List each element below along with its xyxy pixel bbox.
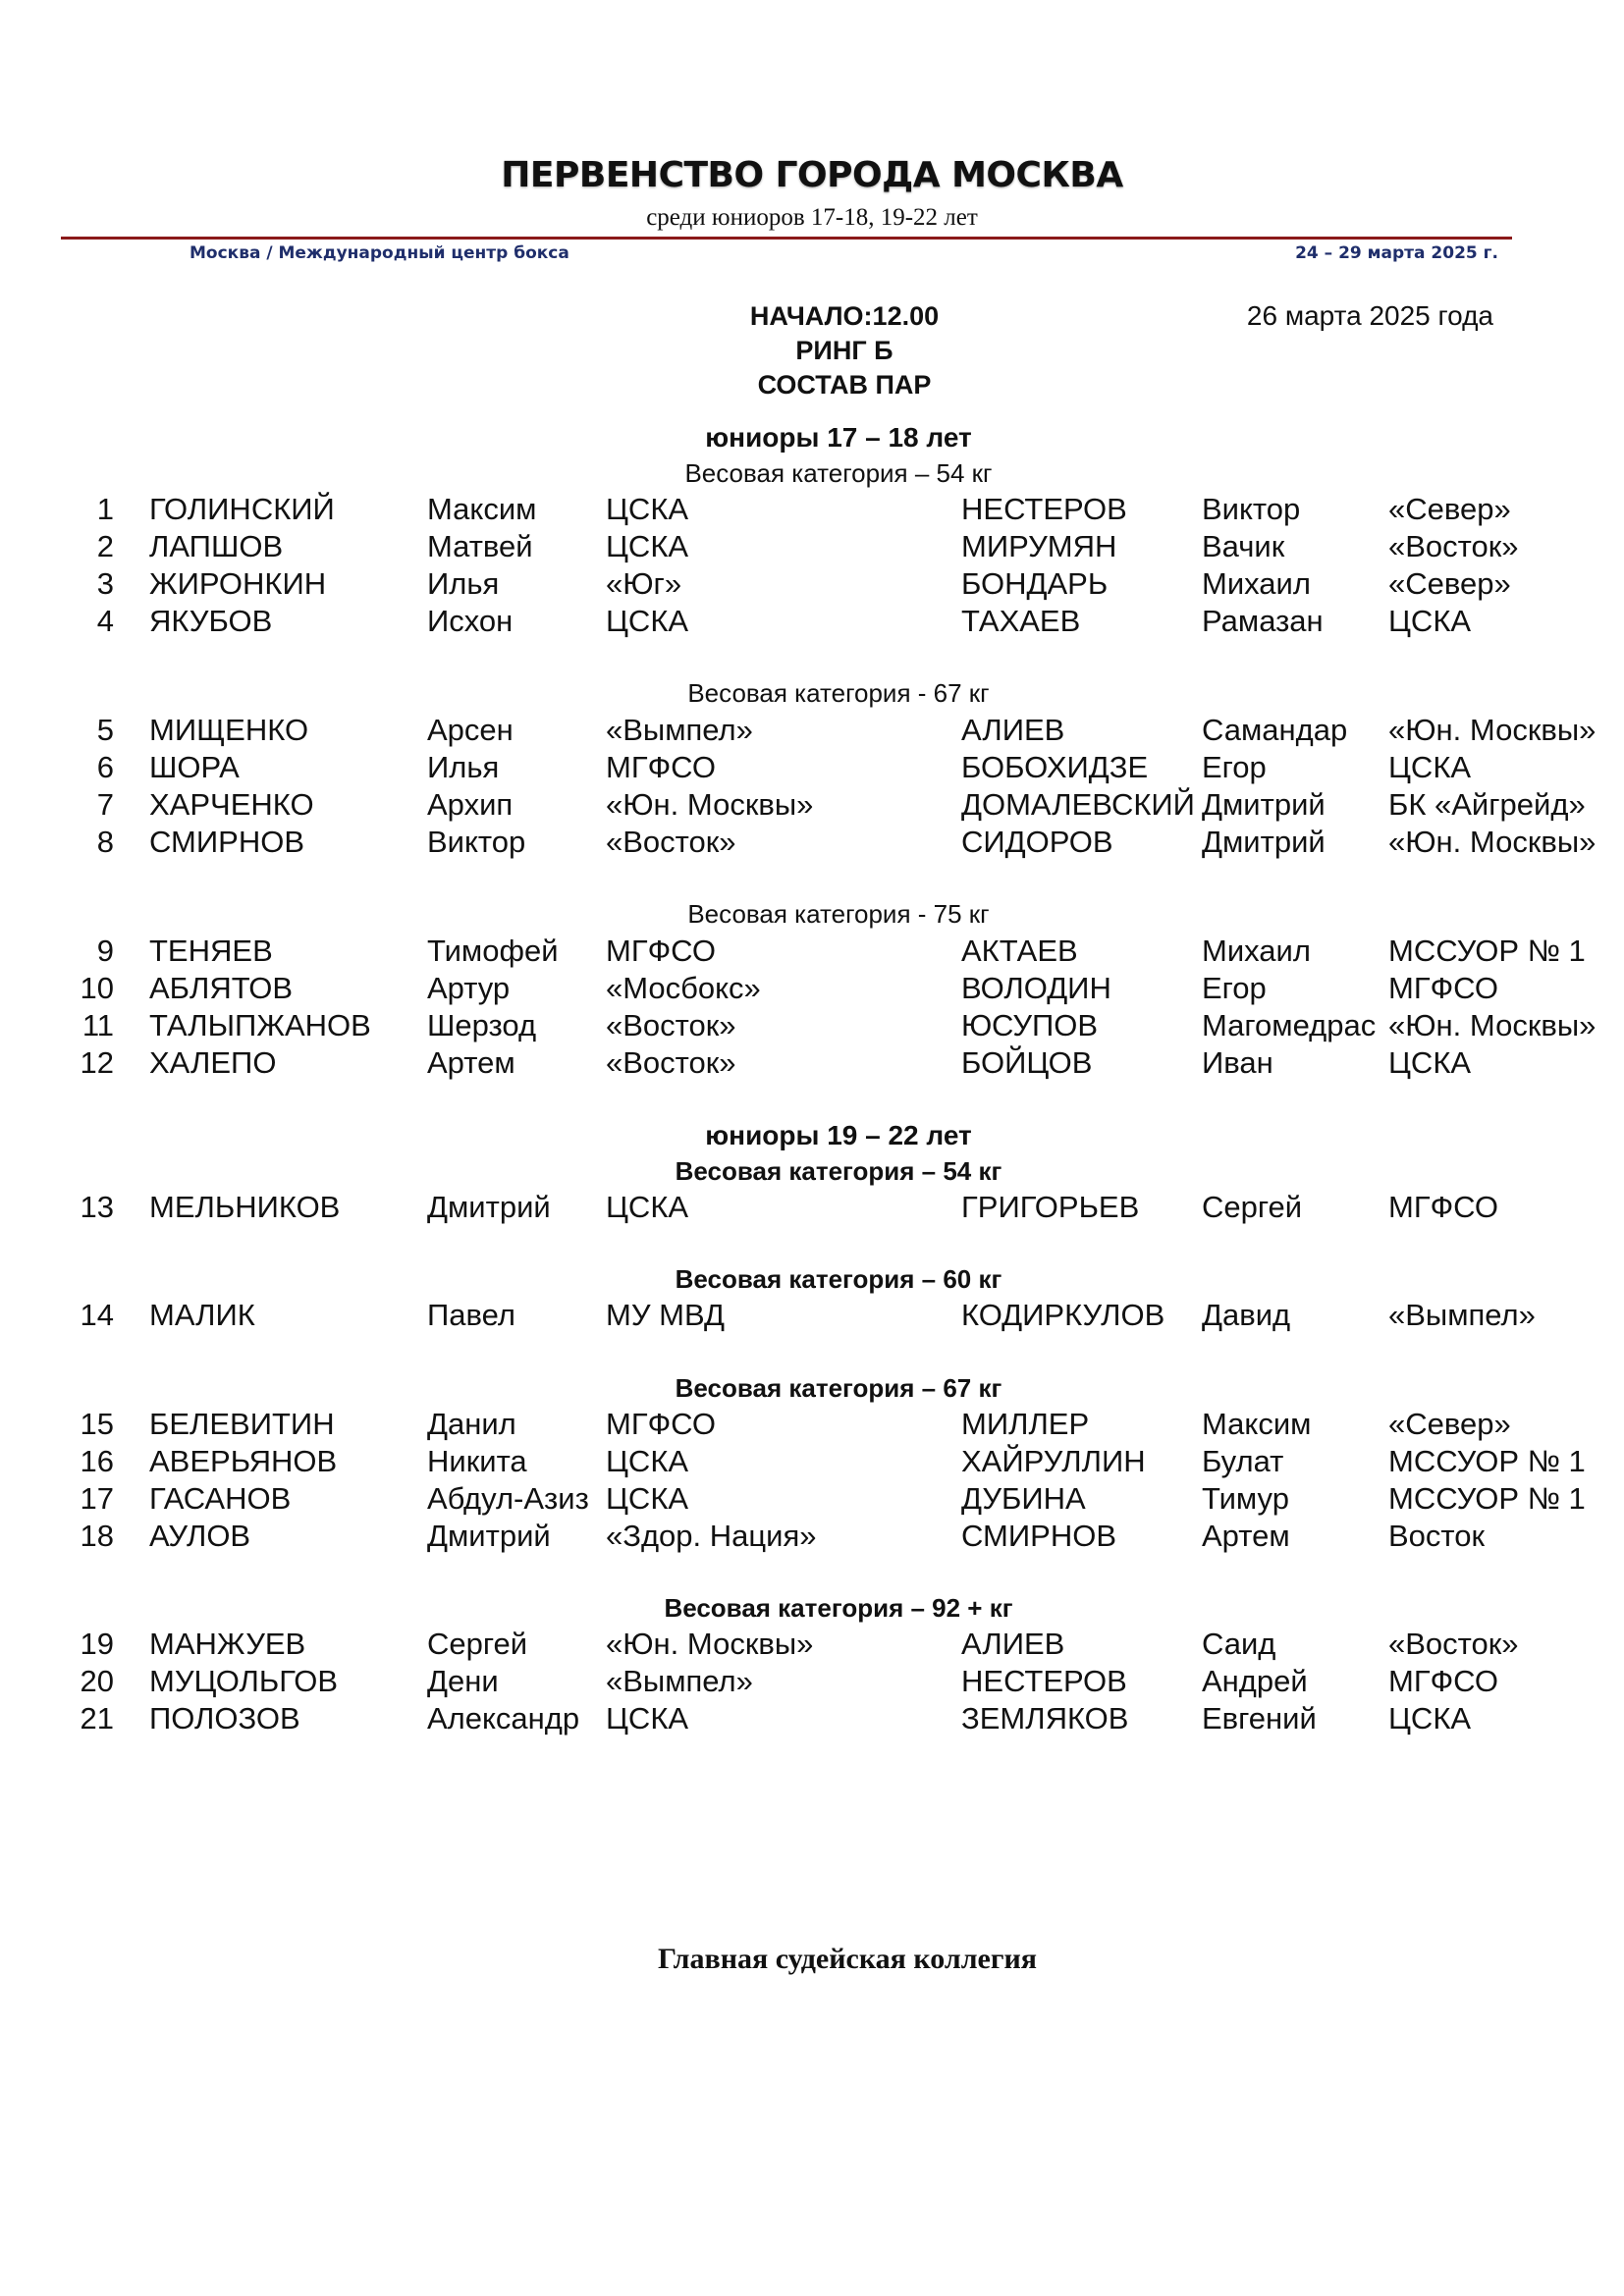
weight-category-heading: Весовая категория – 67 кг — [675, 1373, 1002, 1403]
weight-category-heading: Весовая категория - 67 кг — [687, 678, 990, 708]
red-surname: БЕЛЕВИТИН — [149, 1407, 335, 1441]
red-first-name: Тимофей — [427, 934, 559, 968]
pairs-heading: СОСТАВ ПАР — [757, 370, 932, 400]
blue-club: «Север» — [1388, 492, 1511, 526]
red-first-name: Артем — [427, 1045, 515, 1080]
bout-row — [0, 1444, 1624, 1481]
red-first-name: Шерзод — [427, 1008, 537, 1042]
blue-first-name: Андрей — [1202, 1664, 1308, 1698]
blue-first-name: Магомедрас — [1202, 1008, 1377, 1042]
red-club: «Юн. Москвы» — [606, 787, 814, 822]
blue-club: «Вымпел» — [1388, 1298, 1536, 1332]
red-club: ЦСКА — [606, 604, 689, 638]
red-club: МГФСО — [606, 750, 716, 784]
weight-category-heading: Весовая категория – 54 кг — [684, 458, 993, 488]
weight-category-heading: Весовая категория – 60 кг — [675, 1264, 1002, 1294]
weight-category-heading: Весовая категория – 92 + кг — [664, 1593, 1013, 1623]
blue-first-name: Евгений — [1202, 1701, 1317, 1735]
blue-club: ЦСКА — [1388, 1701, 1472, 1735]
bout-row — [0, 713, 1624, 750]
red-club: «Вымпел» — [606, 1664, 753, 1698]
bout-number: 4 — [96, 604, 114, 638]
red-first-name: Максим — [427, 492, 537, 526]
red-surname: МИЩЕНКО — [149, 713, 309, 747]
bout-row — [0, 1627, 1624, 1664]
bout-number: 10 — [80, 971, 114, 1005]
red-surname: МЕЛЬНИКОВ — [149, 1190, 341, 1224]
blue-surname: БОЙЦОВ — [961, 1045, 1093, 1080]
age-group-heading: юниоры 19 – 22 лет — [705, 1120, 972, 1150]
red-first-name: Илья — [427, 566, 500, 601]
red-club: ЦСКА — [606, 492, 689, 526]
blue-surname: СМИРНОВ — [961, 1519, 1116, 1553]
blue-surname: ГРИГОРЬЕВ — [961, 1190, 1140, 1224]
red-first-name: Архип — [427, 787, 514, 822]
blue-surname: ДУБИНА — [961, 1481, 1086, 1516]
red-surname: ТЕНЯЕВ — [149, 934, 273, 968]
blue-first-name: Вачик — [1202, 529, 1285, 563]
blue-surname: НЕСТЕРОВ — [961, 492, 1127, 526]
bout-number: 9 — [96, 934, 114, 968]
red-first-name: Исхон — [427, 604, 514, 638]
red-first-name: Дмитрий — [427, 1519, 551, 1553]
red-club: «Восток» — [606, 1045, 736, 1080]
bout-number: 7 — [96, 787, 114, 822]
bout-row — [0, 750, 1624, 787]
red-first-name: Матвей — [427, 529, 533, 563]
blue-club: МССУОР № 1 — [1388, 1481, 1586, 1516]
session-date: 26 марта 2025 года — [1246, 300, 1493, 331]
red-club: МУ МВД — [606, 1298, 725, 1332]
red-club: «Мосбокс» — [606, 971, 761, 1005]
bout-row — [0, 787, 1624, 825]
bout-row — [0, 1664, 1624, 1701]
blue-first-name: Тимур — [1202, 1481, 1289, 1516]
blue-club: «Юн. Москвы» — [1388, 1008, 1597, 1042]
venue-label: Москва / Международный центр бокса — [189, 243, 569, 263]
blue-first-name: Егор — [1202, 750, 1267, 784]
blue-surname: НЕСТЕРОВ — [961, 1664, 1127, 1698]
red-club: «Юн. Москвы» — [606, 1627, 814, 1661]
red-first-name: Илья — [427, 750, 500, 784]
blue-first-name: Михаил — [1202, 566, 1311, 601]
bout-row — [0, 566, 1624, 604]
red-surname: СМИРНОВ — [149, 825, 304, 859]
red-first-name: Никита — [427, 1444, 527, 1478]
blue-surname: БОБОХИДЗЕ — [961, 750, 1149, 784]
blue-first-name: Иван — [1202, 1045, 1273, 1080]
bout-row — [0, 529, 1624, 566]
red-club: ЦСКА — [606, 1190, 689, 1224]
bout-number: 8 — [96, 825, 114, 859]
bout-row — [0, 971, 1624, 1008]
blue-club: МССУОР № 1 — [1388, 1444, 1586, 1478]
blue-club: ЦСКА — [1388, 604, 1472, 638]
red-club: «Юг» — [606, 566, 682, 601]
red-first-name: Сергей — [427, 1627, 528, 1661]
red-club: ЦСКА — [606, 1444, 689, 1478]
weight-category-heading: Весовая категория – 54 кг — [675, 1156, 1002, 1186]
blue-surname: ЮСУПОВ — [961, 1008, 1099, 1042]
red-surname: ГАСАНОВ — [149, 1481, 292, 1516]
blue-surname: АКТАЕВ — [961, 934, 1078, 968]
red-surname: ЛАПШОВ — [149, 529, 284, 563]
blue-surname: ХАЙРУЛЛИН — [961, 1444, 1146, 1478]
blue-club: МГФСО — [1388, 971, 1498, 1005]
red-club: «Вымпел» — [606, 713, 753, 747]
bout-number: 3 — [96, 566, 114, 601]
blue-club: ЦСКА — [1388, 1045, 1472, 1080]
red-surname: ЯКУБОВ — [149, 604, 273, 638]
red-surname: ХАЛЕПО — [149, 1045, 277, 1080]
bout-number: 15 — [80, 1407, 114, 1441]
bout-row — [0, 1008, 1624, 1045]
signature-line: Главная судейская коллегия — [657, 1943, 1038, 1975]
blue-surname: МИРУМЯН — [961, 529, 1117, 563]
red-club: «Восток» — [606, 1008, 736, 1042]
blue-surname: АЛИЕВ — [961, 713, 1065, 747]
bout-row — [0, 825, 1624, 862]
blue-first-name: Дмитрий — [1202, 825, 1326, 859]
red-club: «Восток» — [606, 825, 736, 859]
age-group-heading: юниоры 17 – 18 лет — [705, 422, 972, 453]
red-surname: ТАЛЫПЖАНОВ — [149, 1008, 371, 1042]
blue-surname: СИДОРОВ — [961, 825, 1113, 859]
blue-surname: КОДИРКУЛОВ — [961, 1298, 1165, 1332]
red-surname: ШОРА — [149, 750, 240, 784]
red-first-name: Виктор — [427, 825, 526, 859]
blue-first-name: Рамазан — [1202, 604, 1324, 638]
blue-club: МССУОР № 1 — [1388, 934, 1586, 968]
bout-number: 21 — [80, 1701, 114, 1735]
blue-first-name: Михаил — [1202, 934, 1311, 968]
bout-number: 16 — [80, 1444, 114, 1478]
red-surname: ПОЛОЗОВ — [149, 1701, 300, 1735]
bout-row — [0, 1701, 1624, 1738]
bout-number: 1 — [96, 492, 114, 526]
blue-first-name: Самандар — [1202, 713, 1348, 747]
bout-number: 11 — [81, 1008, 114, 1042]
red-surname: ГОЛИНСКИЙ — [149, 492, 335, 526]
blue-club: МГФСО — [1388, 1190, 1498, 1224]
blue-first-name: Сергей — [1202, 1190, 1303, 1224]
blue-surname: ЗЕМЛЯКОВ — [961, 1701, 1129, 1735]
blue-club: «Север» — [1388, 1407, 1511, 1441]
red-first-name: Александр — [427, 1701, 580, 1735]
bout-number: 5 — [96, 713, 114, 747]
blue-first-name: Давид — [1202, 1298, 1291, 1332]
red-first-name: Павел — [427, 1298, 515, 1332]
blue-club: БК «Айгрейд» — [1388, 787, 1586, 822]
bout-row — [0, 1298, 1624, 1335]
blue-club: «Юн. Москвы» — [1388, 713, 1597, 747]
red-surname: ХАРЧЕНКО — [149, 787, 314, 822]
bout-number: 6 — [96, 750, 114, 784]
bout-number: 20 — [80, 1664, 114, 1698]
blue-club: «Юн. Москвы» — [1388, 825, 1597, 859]
blue-first-name: Артем — [1202, 1519, 1290, 1553]
weight-category-heading: Весовая категория - 75 кг — [687, 899, 990, 929]
bout-row — [0, 1407, 1624, 1444]
red-surname: ЖИРОНКИН — [149, 566, 327, 601]
page-title: ПЕРВЕНСТВО ГОРОДА МОСКВА — [501, 155, 1123, 195]
blue-first-name: Максим — [1202, 1407, 1312, 1441]
blue-club: Восток — [1388, 1519, 1486, 1553]
blue-surname: ДОМАЛЕВСКИЙ — [961, 787, 1195, 822]
blue-club: МГФСО — [1388, 1664, 1498, 1698]
red-surname: АУЛОВ — [149, 1519, 251, 1553]
blue-surname: БОНДАРЬ — [961, 566, 1109, 601]
blue-club: ЦСКА — [1388, 750, 1472, 784]
blue-first-name: Дмитрий — [1202, 787, 1326, 822]
blue-first-name: Саид — [1202, 1627, 1276, 1661]
bout-number: 2 — [96, 529, 114, 563]
red-surname: АВЕРЬЯНОВ — [149, 1444, 338, 1478]
start-time: НАЧАЛО:12.00 — [749, 301, 940, 331]
red-first-name: Артур — [427, 971, 511, 1005]
bout-row — [0, 934, 1624, 971]
blue-club: «Восток» — [1388, 529, 1519, 563]
ring-label: РИНГ Б — [795, 336, 893, 365]
event-dates: 24 – 29 марта 2025 г. — [1295, 243, 1498, 263]
bout-number: 17 — [80, 1481, 114, 1516]
red-first-name: Дмитрий — [427, 1190, 551, 1224]
bout-row — [0, 604, 1624, 641]
red-surname: АБЛЯТОВ — [149, 971, 294, 1005]
bout-row — [0, 1481, 1624, 1519]
red-club: ЦСКА — [606, 529, 689, 563]
red-first-name: Дени — [427, 1664, 499, 1698]
red-first-name: Абдул-Азиз — [427, 1481, 589, 1516]
bout-row — [0, 1519, 1624, 1556]
red-first-name: Арсен — [427, 713, 514, 747]
blue-first-name: Виктор — [1202, 492, 1301, 526]
blue-surname: МИЛЛЕР — [961, 1407, 1090, 1441]
red-club: ЦСКА — [606, 1481, 689, 1516]
blue-surname: АЛИЕВ — [961, 1627, 1065, 1661]
bout-number: 18 — [80, 1519, 114, 1553]
blue-club: «Север» — [1388, 566, 1511, 601]
bout-number: 12 — [80, 1045, 114, 1080]
blue-first-name: Булат — [1202, 1444, 1284, 1478]
red-surname: МАЛИК — [149, 1298, 255, 1332]
red-club: «Здор. Нация» — [606, 1519, 817, 1553]
red-club: МГФСО — [606, 934, 716, 968]
header-divider — [61, 237, 1512, 240]
red-club: ЦСКА — [606, 1701, 689, 1735]
blue-first-name: Егор — [1202, 971, 1267, 1005]
bout-number: 13 — [80, 1190, 114, 1224]
bout-row — [0, 492, 1624, 529]
red-surname: МАНЖУЕВ — [149, 1627, 306, 1661]
bout-number: 14 — [80, 1298, 114, 1332]
red-club: МГФСО — [606, 1407, 716, 1441]
red-first-name: Данил — [427, 1407, 516, 1441]
bout-row — [0, 1190, 1624, 1227]
page-subtitle: среди юниоров 17-18, 19-22 лет — [646, 204, 978, 231]
blue-surname: ТАХАЕВ — [961, 604, 1081, 638]
blue-surname: ВОЛОДИН — [961, 971, 1111, 1005]
bout-row — [0, 1045, 1624, 1083]
bout-number: 19 — [80, 1627, 114, 1661]
red-surname: МУЦОЛЬГОВ — [149, 1664, 339, 1698]
blue-club: «Восток» — [1388, 1627, 1519, 1661]
